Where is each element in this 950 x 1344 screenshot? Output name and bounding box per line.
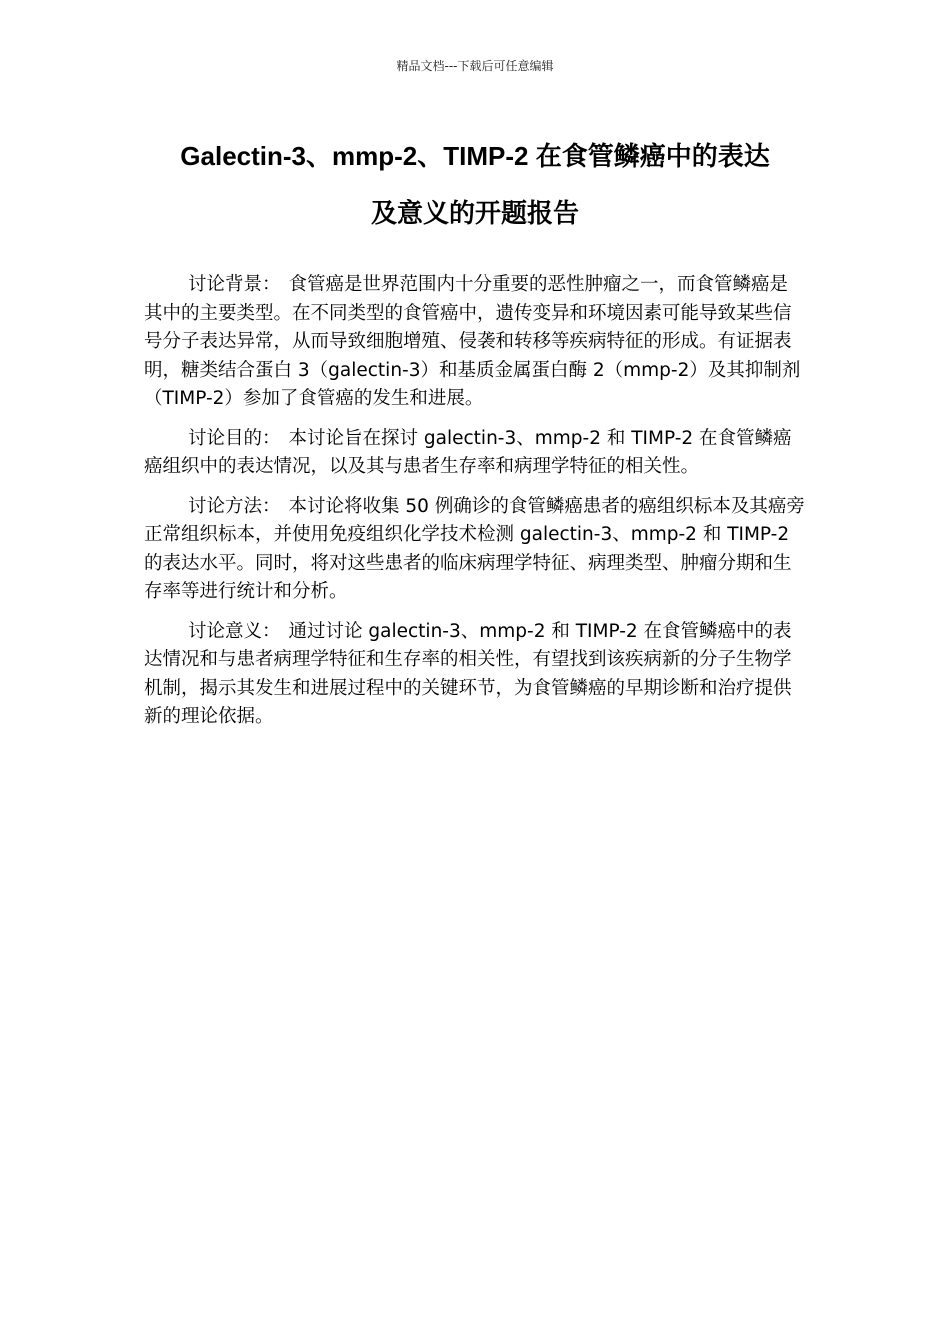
paragraph-label: 讨论意义： xyxy=(188,620,281,642)
paragraph-text: 食管癌是世界范围内十分重要的恶性肿瘤之一，而食管鳞癌是其中的主要类型。在不同类型的食管癌中，遗传变异和环境因素可能导致某些信号分子表达异常，从而导致细胞增殖、侵袭和转移等疾病特征的形成。有证据表明，糖类结合蛋白 3（galectin-3）和基质金属蛋白酶 2（mmp-2）及其抑制剂（TIMP-2）参加了食管癌的发生和进展。 xyxy=(144,274,801,409)
paragraph-label: 讨论方法： xyxy=(188,495,281,517)
paragraph-background xyxy=(144,271,806,414)
document-title-line-1: Galectin-3、mmp-2、TIMP-2 在食管鳞癌中的表达 xyxy=(180,141,770,171)
paragraph-text: 本讨论将收集 50 例确诊的食管鳞癌患者的癌组织标本及其癌旁正常组织标本，并使用免疫组织化学技术检测 galectin-3、mmp-2 和 TIMP-2 的表达水平。同时，将对这些患者的临床病理学特征、病理类型、肿瘤分期和生存率等进行统计和分析。 xyxy=(144,495,805,602)
paragraph-methods xyxy=(144,493,806,607)
document-title-line-2: 及意义的开题报告 xyxy=(370,198,579,228)
paragraph-text: 本讨论旨在探讨 galectin-3、mmp-2 和 TIMP-2 在食管鳞癌癌组织中的表达情况，以及其与患者生存率和病理学特征的相关性。 xyxy=(144,427,792,477)
paragraph-label: 讨论目的： xyxy=(188,427,281,449)
paragraph-text: 通过讨论 galectin-3、mmp-2 和 TIMP-2 在食管鳞癌中的表达情况和与患者病理学特征和生存率的相关性，有望找到该疾病新的分子生物学机制，揭示其发生和进展过程中的关键环节，为食管鳞癌的早期诊断和治疗提供新的理论依据。 xyxy=(144,620,792,727)
paragraph-purpose xyxy=(144,425,806,482)
paragraph-significance xyxy=(144,618,806,732)
document-body xyxy=(144,271,806,743)
header-note: 精品文档---下载后可任意编辑 xyxy=(396,59,554,73)
paragraph-label: 讨论背景： xyxy=(188,274,281,295)
